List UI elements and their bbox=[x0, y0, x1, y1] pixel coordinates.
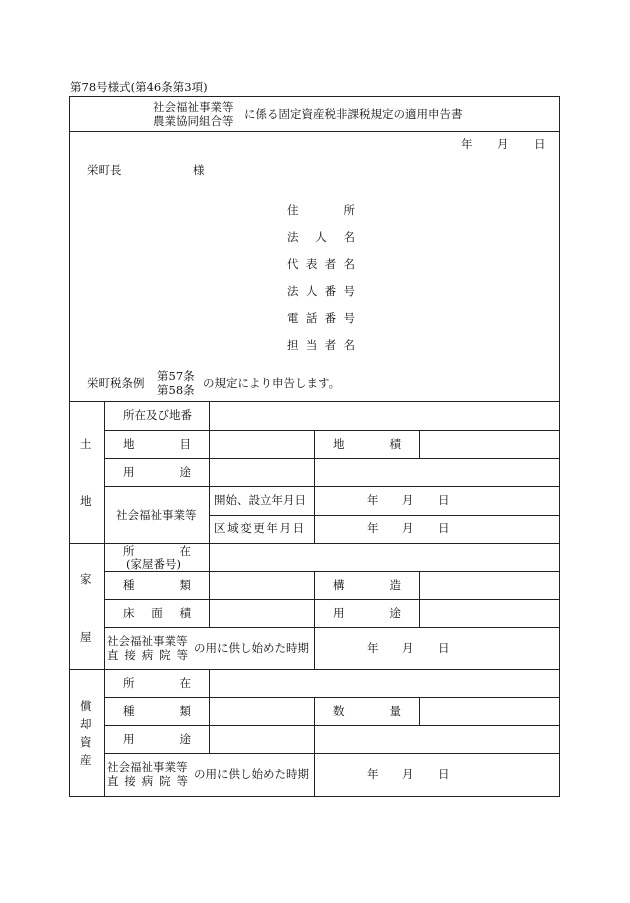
land-area-label: 地 積 bbox=[333, 437, 401, 451]
title-main: に係る固定資産税非課税規定の適用申告書 bbox=[244, 107, 463, 121]
land-section-label-char-2: 地 bbox=[80, 494, 92, 508]
land-zone-day: 日 bbox=[438, 521, 450, 535]
land-start-date-label: 開始、設立年月日 bbox=[214, 493, 306, 507]
house-number-label: (家屋番号) bbox=[126, 557, 181, 571]
land-category-label: 地 目 bbox=[123, 437, 191, 451]
declaration-article-58: 第58条 bbox=[157, 383, 195, 397]
dep-row-line-1 bbox=[104, 697, 560, 698]
title-prefix-line2: 農業協同組合等 bbox=[153, 114, 234, 128]
dep-col-line-a bbox=[209, 669, 210, 753]
field-representative-label: 代 表 者 名 bbox=[287, 257, 355, 271]
land-zone-month: 月 bbox=[402, 521, 414, 535]
house-use-day: 日 bbox=[438, 641, 450, 655]
dep-col-line-b bbox=[314, 697, 315, 797]
field-corp-name-label: 法 人 名 bbox=[287, 230, 355, 244]
house-use-suffix: の用に供し始めた時期 bbox=[194, 641, 309, 655]
land-col-line-c bbox=[419, 430, 420, 458]
dep-col-line-c bbox=[419, 697, 420, 725]
dep-location-label: 所 在 bbox=[123, 676, 191, 690]
dep-row-line-3 bbox=[104, 753, 560, 754]
house-type-label: 種 類 bbox=[123, 578, 191, 592]
house-col-line-c bbox=[419, 571, 420, 627]
land-col-line-b bbox=[314, 430, 315, 543]
land-start-month: 月 bbox=[402, 493, 414, 507]
land-start-day: 日 bbox=[438, 493, 450, 507]
field-phone-label: 電 話 番 号 bbox=[287, 311, 355, 325]
land-col-line-a bbox=[209, 401, 210, 543]
dep-use-suffix: の用に供し始めた時期 bbox=[194, 767, 309, 781]
title-divider bbox=[69, 131, 560, 132]
house-floor-area-label: 床 面 積 bbox=[123, 606, 191, 620]
form-number: 第78号様式(第46条第3項) bbox=[70, 80, 208, 94]
house-section-top bbox=[69, 543, 560, 544]
date-month: 月 bbox=[497, 137, 509, 151]
land-zone-change-label: 区域変更年月日 bbox=[214, 521, 306, 535]
land-section-label-char-1: 土 bbox=[80, 437, 92, 451]
house-section-label-char-2: 屋 bbox=[80, 630, 92, 644]
land-row-line-4 bbox=[209, 515, 560, 516]
dep-usage-label: 用 途 bbox=[123, 732, 191, 746]
house-row-line-1 bbox=[104, 571, 560, 572]
dep-section-label-char-1: 償 bbox=[80, 699, 92, 713]
house-structure-label: 構 造 bbox=[333, 578, 401, 592]
dep-use-line1: 社会福祉事業等 bbox=[107, 760, 188, 774]
land-row-line-1 bbox=[104, 430, 560, 431]
dep-use-day: 日 bbox=[438, 767, 450, 781]
house-use-line2: 直 接 病 院 等 bbox=[107, 648, 188, 662]
land-zone-year: 年 bbox=[367, 521, 379, 535]
house-use-line1: 社会福祉事業等 bbox=[107, 634, 188, 648]
house-usage-label: 用 途 bbox=[333, 606, 401, 620]
date-year: 年 bbox=[461, 137, 473, 151]
field-address-label: 住 所 bbox=[287, 203, 355, 217]
date-day: 日 bbox=[534, 137, 546, 151]
house-section-label-char-1: 家 bbox=[80, 572, 92, 586]
declaration-article-57: 第57条 bbox=[157, 369, 195, 383]
land-row-line-3 bbox=[104, 486, 560, 487]
dep-use-month: 月 bbox=[402, 767, 414, 781]
dep-section-label-char-3: 資 bbox=[80, 735, 92, 749]
house-use-month: 月 bbox=[402, 641, 414, 655]
house-location-label: 所 在 bbox=[123, 544, 191, 558]
field-corp-number-label: 法 人 番 号 bbox=[287, 284, 355, 298]
land-section-top bbox=[69, 401, 560, 402]
dep-section-label-char-2: 却 bbox=[80, 717, 92, 731]
dep-row-line-2 bbox=[104, 725, 560, 726]
land-start-year: 年 bbox=[367, 493, 379, 507]
house-row-line-2 bbox=[104, 599, 560, 600]
field-contact-person-label: 担 当 者 名 bbox=[287, 338, 355, 352]
declaration-text: の規定により申告します。 bbox=[203, 376, 341, 390]
dep-use-year: 年 bbox=[367, 767, 379, 781]
dep-type-label: 種 類 bbox=[123, 704, 191, 718]
house-col-line-b bbox=[314, 571, 315, 669]
dep-use-line2: 直 接 病 院 等 bbox=[107, 774, 188, 788]
addressee-honorific: 様 bbox=[193, 163, 205, 177]
dep-section-label-char-4: 産 bbox=[80, 753, 92, 767]
depreciable-section-top bbox=[69, 669, 560, 670]
house-col-line-a bbox=[209, 543, 210, 627]
house-row-line-3 bbox=[104, 627, 560, 628]
land-row-line-2 bbox=[104, 458, 560, 459]
addressee-name: 栄町長 bbox=[87, 163, 122, 177]
house-use-year: 年 bbox=[367, 641, 379, 655]
land-usage-label: 用 途 bbox=[123, 465, 191, 479]
dep-quantity-label: 数 量 bbox=[333, 704, 401, 718]
title-prefix-line1: 社会福祉事業等 bbox=[153, 100, 234, 114]
land-welfare-business-label: 社会福祉事業等 bbox=[116, 508, 197, 522]
land-location-label: 所在及び地番 bbox=[123, 408, 192, 422]
declaration-ordinance: 栄町税条例 bbox=[87, 376, 145, 390]
